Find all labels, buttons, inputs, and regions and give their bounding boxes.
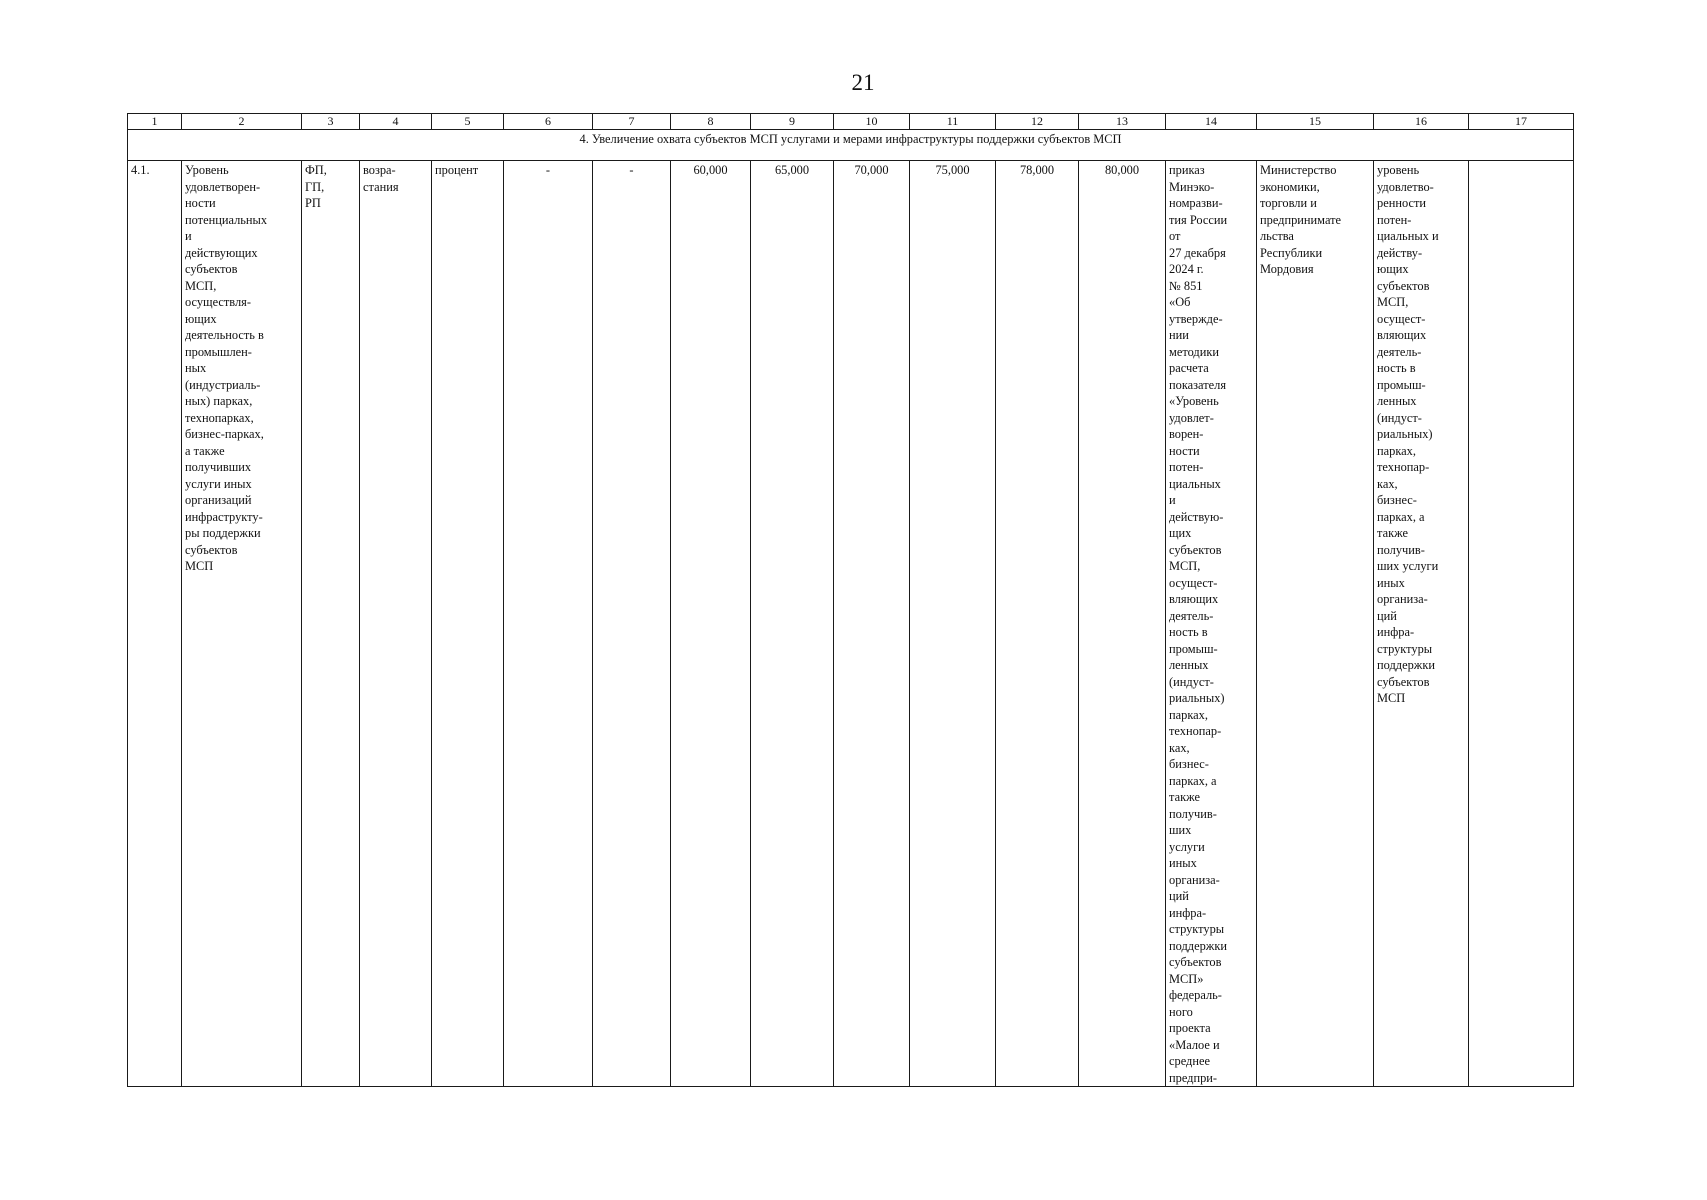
column-number: 13: [1079, 114, 1166, 130]
indicator-table: [127, 113, 1574, 1087]
indicator-name: Уровень удовлетворен- ности потенциальных и действующих субъектов МСП, осуществля- ющих деятельность в промышлен- ных (индустриаль- ных) парках, технопарках, бизнес-парках, а также получивших услуги иных организаций инфраструкту- ры поддержки субъектов МСП: [182, 161, 302, 1087]
column-number: 11: [910, 114, 996, 130]
value-col-6: -: [504, 161, 593, 1087]
column-number: 15: [1257, 114, 1374, 130]
value-col-7: -: [593, 161, 671, 1087]
value-col-11: 75,000: [910, 161, 996, 1087]
page-number: 21: [851, 70, 875, 95]
responsible-body: Министерство экономики, торговли и предпринимате льства Республики Мордовия: [1257, 161, 1374, 1087]
column-number: 3: [302, 114, 360, 130]
value-col-8: 60,000: [671, 161, 751, 1087]
column-number: 14: [1166, 114, 1257, 130]
column-number: 2: [182, 114, 302, 130]
unit-of-measure: процент: [432, 161, 504, 1087]
value-col-12: 78,000: [996, 161, 1079, 1087]
column-number: 16: [1374, 114, 1469, 130]
column-number: 1: [128, 114, 182, 130]
column-number: 9: [751, 114, 834, 130]
trend-attribute: возра- стания: [360, 161, 432, 1087]
methodology-document: приказ Минэко- номразви- тия России от 27 декабря 2024 г. № 851 «Об утвержде- нии методики расчета показателя «Уровень удовлет- ворен- ности потен- циальных и действую- щих субъектов МСП, осущест- вляющих деятель- ность в промыш- ленных (индуст- риальных) парках, технопар- ках, бизнес- парках, а также получив- ших услуги иных организа- ций инфра- структуры поддержки субъектов МСП» федераль- ного проекта «Малое и среднее предпри-: [1166, 161, 1257, 1087]
value-col-10: 70,000: [834, 161, 910, 1087]
column-number: 7: [593, 114, 671, 130]
column-number: 6: [504, 114, 593, 130]
value-col-13: 80,000: [1079, 161, 1166, 1087]
indicator-level: ФП, ГП, РП: [302, 161, 360, 1087]
section-title: 4. Увеличение охвата субъектов МСП услугами и мерами инфраструктуры поддержки субъектов МСП: [128, 130, 1574, 161]
column-number: 10: [834, 114, 910, 130]
section-row: [128, 130, 1574, 161]
column-number: 12: [996, 114, 1079, 130]
value-col-17: [1469, 161, 1574, 1087]
column-number-row: [128, 114, 1574, 130]
row-number: 4.1.: [128, 161, 182, 1087]
column-number: 4: [360, 114, 432, 130]
column-number: 8: [671, 114, 751, 130]
table-row: [128, 161, 1574, 1087]
column-number: 17: [1469, 114, 1574, 130]
value-col-9: 65,000: [751, 161, 834, 1087]
column-number: 5: [432, 114, 504, 130]
related-indicator: уровень удовлетво- ренности потен- циальных и действу- ющих субъектов МСП, осущест- вляющих деятель- ность в промыш- ленных (индуст- риальных) парках, технопар- ках, бизнес- парках, а также получив- ших услуги иных организа- ций инфра- структуры поддержки субъектов МСП: [1374, 161, 1469, 1087]
